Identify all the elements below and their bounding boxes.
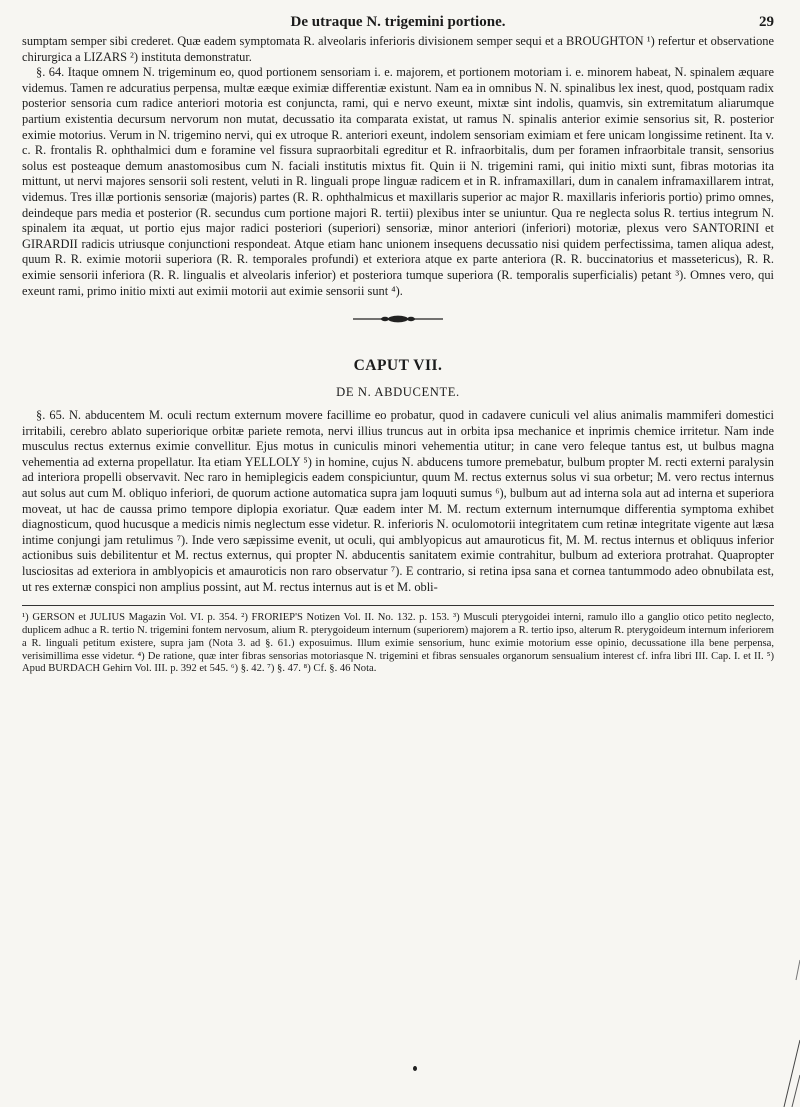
paragraph-continuation: sumptam semper sibi crederet. Quæ eadem symptomata R. alveolaris inferioris divisionem semper sequi et a BROUGHTON ¹) refertur et observatione chirurgica a LIZARS ²) instituta demonstratur.	[22, 34, 774, 64]
running-title: De utraque N. trigemini portione.	[290, 14, 506, 30]
chapter-subtitle: DE N. ABDUCENTE.	[336, 385, 460, 400]
paragraph-section-65: §. 65. N. abducentem M. oculi rectum externum movere facillime eo probatur, quod in cadavere cuniculi vel alius animalis mammiferi domestici irritabili, cerebro ablato superiorique orbitæ pariete remota, nervi illius truncus aut in orbita ipsa mechanice et inprimis chemice irritetur. Nam inde musculus rectus externus eximie convellitur. Ejus motus in cuniculis minori vehementia utitur; in cane vero feleque tantus est, ut bulbus magna vehementia ad externa propellatur. Ita etiam YELLOLY ⁵) in homine, cujus N. abducens tumore premebatur, bulbum propter M. recti externi paralysin ad interiora propelli observavit. Nec raro in hemiplegicis eadem conspiciuntur, quum M. rectus externus solus vi sua orbetur; M. vero rectus internus aut solus aut cum M. obliquo inferiori, de quorum actione automatica supra jam loquuti sumus ⁶), bulbum aut ad interna sola aut ad interna et superiora moveat, ut hac de caussa primo tempore diplopia exoriatur. Quæ eadem inter M. M. rectum externum internumque differentia symptoma exhibet diagnosticum, quod hucusque a medicis nimis neglectum esse videtur. R. inferioris N. oculomotorii integritatem cum retinæ integritate vigente aut læsa intime conjungi jam retulimus ⁷). Inde vero sæpissime evenit, ut oculi, qui amblyopicus aut amauroticus fit, M. M. rectus internus et obliquus inferior actionibus suis debilitentur et M. rectus externus, qui propter N. abducentis sanitatem eximie contrahitur, bulbum ad exteriora protrahat. Quapropter lusciositas ad exteriora in amblyopicis et amauroticis non raro observatur ⁷). E contrario, si retina ipsa sana et cornea tantummodo adeo obnubilata est, ut res externæ conspici non amplius possint, aut M. rectus internus aut is et M. obli-	[22, 408, 774, 594]
running-head	[22, 14, 774, 34]
book-page	[22, 14, 774, 687]
paragraph-section-64: §. 64. Itaque omnem N. trigeminum eo, quod portionem sensoriam i. e. majorem, et portionem motoriam i. e. minorem habeat, N. spinalem æquare videmus. Tamen re adcuratius perpensa, multæ eæque eximiæ differentiæ existunt. Nam ea in omnibus N. N. spinalibus lex inest, quod, postquam radix posterior sensoria cum radice anteriori motoria est conjuncta, rami, qui e nervo exeunt, mixtæ sint indolis, quamvis, sin extremitatum aliarumque partium existentia decursum nervorum non mutat, decussatio ita comparata existat, ut ramus N. spinalis anterior eximie sensorius sit, R. posterior eximie motorius. Verum in N. trigemino nervi, qui ex utroque R. anteriori exeunt, indolem sensoriam eximiam et fere unicam longissime retinent. Ita v. c. R. frontalis R. ophthalmici dum e foramine vel fissura supraorbitali egreditur et R. infraorbitalis, dum per foramen infraorbitale transit, sensorius solus est posteaque demum anastomosibus cum N. faciali institutis mixtus fit. Quin ii N. trigemini rami, qui initio mixti sunt, fibras motorias ita mittunt, ut nervi majores sensorii soli restent, veluti in R. linguali prope linguæ radicem et in R. inframaxillari, dum in canalem inframaxillarem intrat, videmus. Tres illæ portionis sensoriæ (majoris) partes (R. R. ophthalmicus et maxillaris superior ac major R. maxillaris inferioris portio) primo omnes, deindeque pars media et posterior (R. secundus cum portione majori R. tertii) plexibus inter se uniuntur. Qua re neglecta solus R. tertius integrum N. spinalem ita æquat, ut portio ejus major radici posteriori (superiori) sensoriæ, minor anteriori (inferiori) motoriæ, plexus vero SANTORINI et GIRARDII radicis utriusque conjunctioni respondeat. Atque etiam hanc unionem insequens decussatio nisi quidem perfectissima, tamen aliqua adest, quum R. R. eximie motorii superiora (R. R. temporales profundi) et exteriora atque ex parte anteriora (R. R. buccinatorius et massetericus), R. R. eximie sensorii inferiora (R. R. lingualis et alveolaris inferior) et posteriora tumque superiora (R. temporalis superficialis) petant ³). Omnes vero, qui exeunt rami, primo initio mixti aut eximii motorii aut eximie sensorii sunt ⁴).	[22, 65, 774, 298]
footnotes: ¹) GERSON et JULIUS Magazin Vol. VI. p. 354. ²) FRORIEP'S Notizen Vol. II. No. 132. p. 153. ³) Musculi pterygoidei interni, ramulo illo a ganglio otico petito neglecto, duplicem adhuc a R. tertio N. trigemini fontem nervosum, alium R. pterygoideum internum (superiorem) majorem a R. tertio ipso, alterum R. pterygoideum internum inferiorem a R. linguali petitum existere, supra jam (Nota 3. ad §. 61.) exposuimus. Illum eximie sensorium, hunc eximie motorium esse opinio, decussatione illa bene perpensa, verisimillima esse videtur. ⁴) De ratione, quæ inter fibras sensorias motoriasque N. trigemini et fibras sensuales organorum sensualium interest cf. infra libri III. Cap. I. et II. ⁵) Apud BURDACH Gehirn Vol. III. p. 392 et 545. ⁶) §. 42. ⁷) §. 47. ⁸) Cf. §. 46 Nota.	[22, 612, 774, 675]
page-number: 29	[759, 14, 774, 30]
ornamental-divider	[353, 315, 443, 323]
ink-speck	[413, 1066, 417, 1071]
divider-ornament-icon	[353, 315, 443, 323]
footnote-rule	[22, 605, 774, 606]
chapter-title: CAPUT VII.	[353, 357, 443, 375]
page-edge-shadow	[740, 0, 800, 1107]
